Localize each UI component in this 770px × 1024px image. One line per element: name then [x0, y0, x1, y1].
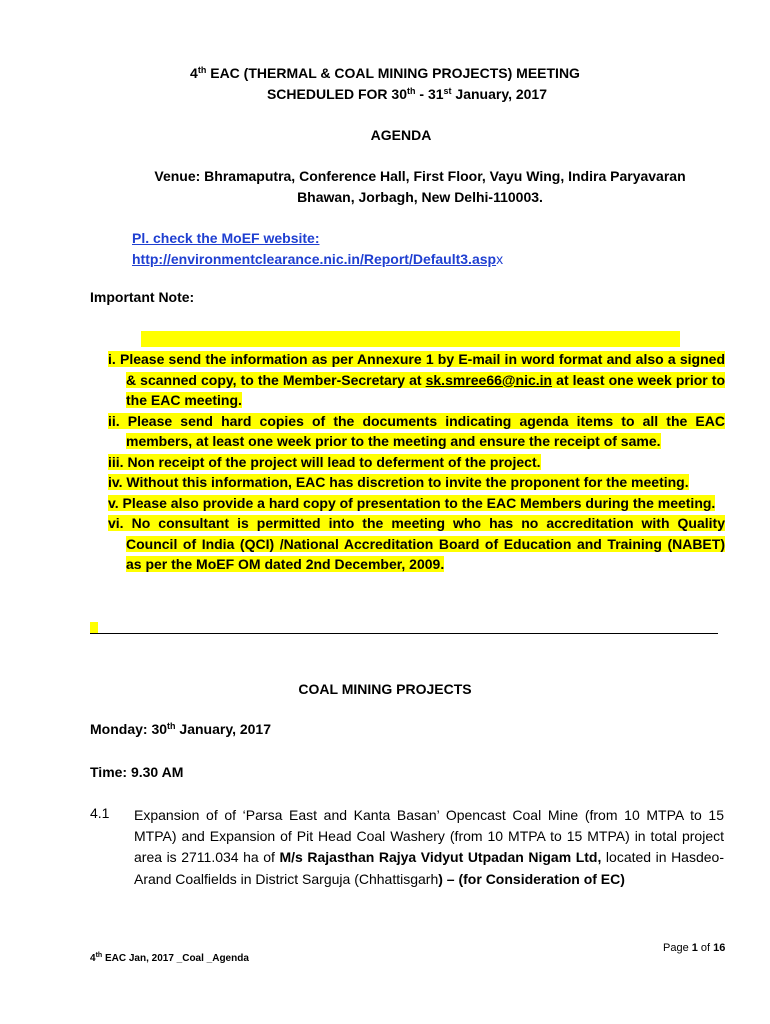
item-text-c: ) – (for Consideration of EC) — [438, 870, 625, 887]
highlight-strip-top — [141, 331, 680, 347]
schedule-sup-2: st — [443, 86, 452, 96]
website-note — [132, 228, 503, 270]
website-url[interactable]: http://environmentclearance.nic.in/Report/Default3.asp — [132, 251, 497, 267]
title-number: 4 — [190, 65, 198, 81]
important-note-label: Important Note: — [90, 289, 195, 305]
day-prefix: Monday: 30 — [90, 721, 168, 737]
website-url-link[interactable] — [132, 249, 503, 270]
note-6-text: vi. No consultant is permitted into the meeting who has no accreditation with Quality Council of India (QCI) /National Accreditation Board of Education and Training (NABET) as per the MoEF OM dated 2nd December, 2009. — [108, 515, 725, 572]
day-rest: January, 2017 — [175, 721, 271, 737]
note-5-text: v. Please also provide a hard copy of presentation to the EAC Members during the meeting. — [108, 494, 716, 511]
document-footer — [90, 953, 249, 964]
title-sup: th — [197, 65, 207, 75]
agenda-item-number: 4.1 — [90, 805, 110, 821]
section-divider — [90, 633, 718, 634]
note-2-text: ii. Please send hard copies of the documents indicating agenda items to all the EAC members, at least one week prior to the meeting and ensure the receipt of same. — [108, 412, 725, 449]
item-text-a: Expansion of of ‘Parsa East and Kanta Basan’ Opencast Coal Mine (from 10 MTPA to 15 MTPA) and Expansion of Pit Head Coal Washery (from 10 MTPA to 15 MTPA) in total project area is 2711.034 ha of — [134, 807, 724, 866]
note-item-1 — [108, 349, 725, 411]
section-heading: COAL MINING PROJECTS — [298, 681, 472, 697]
page-total: 16 — [713, 942, 726, 954]
note-item-4 — [108, 472, 725, 493]
note-1-text-a: i. Please send the information as per Annexure 1 by E-mail in word format and also a signed & scanned copy, to the Member-Secretary at — [108, 351, 725, 388]
meeting-day — [90, 721, 271, 737]
venue — [80, 166, 760, 208]
schedule-part-a: SCHEDULED FOR 30 — [266, 86, 407, 102]
venue-line2: Bhawan, Jorbagh, New Delhi-110003. — [297, 189, 543, 205]
schedule-part-b: - 31 — [415, 86, 444, 102]
meeting-title-line2 — [22, 86, 770, 102]
item-text-b: located in Hasdeo-Arand Coalfields in District Sarguja (Chhattisgarh — [134, 849, 724, 887]
schedule-part-c: January, 2017 — [451, 86, 548, 102]
member-secretary-email-link[interactable]: sk.smree66@nic.in — [425, 371, 553, 388]
note-3-text: iii. Non receipt of the project will lead to deferment of the project. — [108, 453, 541, 470]
meeting-title-line1 — [0, 65, 770, 81]
note-item-5 — [108, 493, 725, 514]
meeting-time: Time: 9.30 AM — [90, 764, 184, 780]
footer-text: EAC Jan, 2017 _Coal _Agenda — [102, 953, 249, 964]
day-sup: th — [167, 721, 176, 731]
note-item-3 — [108, 452, 725, 473]
venue-line1: Venue: Bhramaputra, Conference Hall, First Floor, Vayu Wing, Indira Paryavaran — [154, 168, 686, 184]
title-text: EAC (THERMAL & COAL MINING PROJECTS) MEETING — [206, 65, 580, 81]
agenda-item-description — [134, 805, 724, 890]
website-label: Pl. check the MoEF website: — [132, 230, 320, 246]
page-number — [663, 942, 725, 954]
agenda-heading: AGENDA — [370, 127, 432, 143]
important-notes-list — [108, 349, 725, 575]
note-item-6 — [108, 513, 725, 575]
footer-sup: th — [95, 952, 103, 959]
schedule-sup-1: th — [407, 86, 416, 96]
note-item-2 — [108, 411, 725, 452]
page-current: 1 — [691, 942, 698, 954]
page-word: Page — [663, 942, 692, 954]
note-1-text-b: at least one week prior to the EAC meeting. — [126, 371, 725, 408]
note-4-text: iv. Without this information, EAC has discretion to invite the proponent for the meeting. — [108, 474, 689, 490]
item-proponent: M/s Rajasthan Rajya Vidyut Utpadan Nigam Ltd, — [279, 849, 602, 866]
website-url-tail[interactable]: x — [496, 251, 504, 267]
footer-number: 4 — [90, 953, 96, 964]
page-of: of — [697, 942, 714, 954]
